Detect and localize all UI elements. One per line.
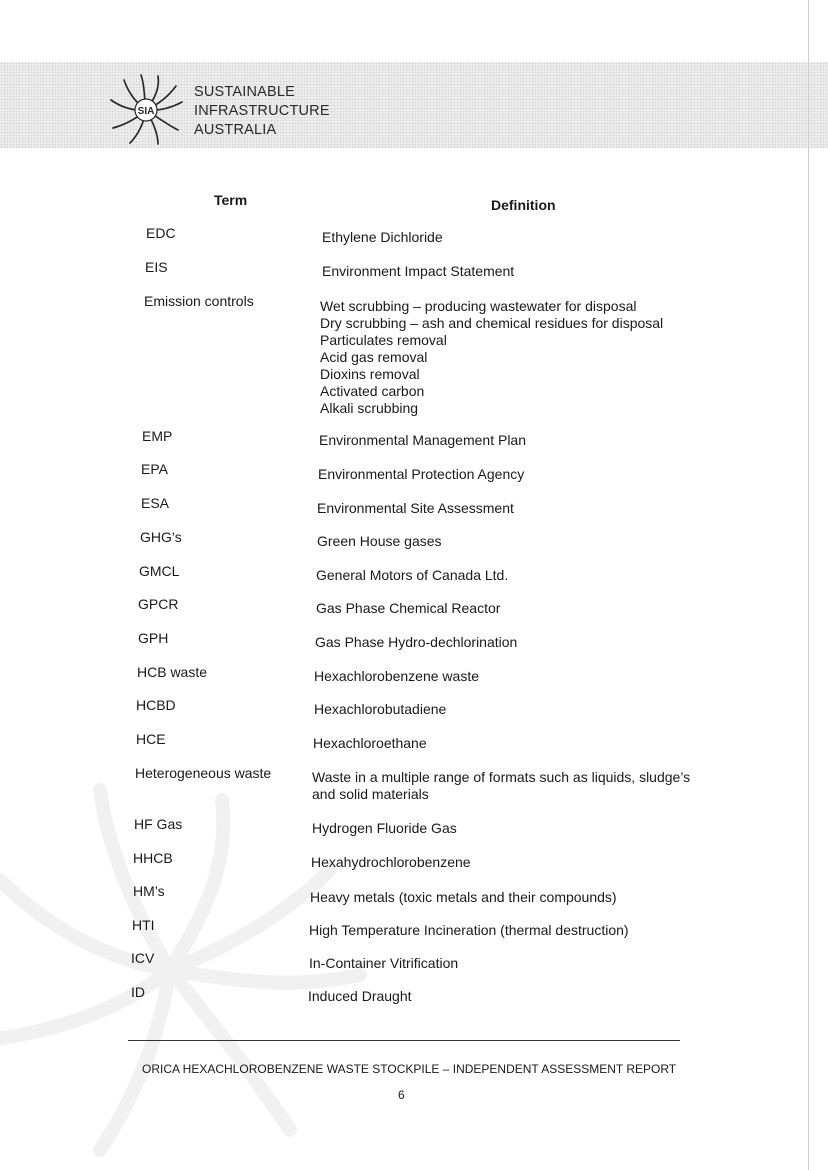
term-column-header: Term — [214, 192, 248, 208]
definition-cell: Induced Draught — [308, 988, 412, 1004]
definition-cell: General Motors of Canada Ltd. — [316, 567, 509, 583]
definition-cell: Gas Phase Chemical Reactor — [316, 600, 501, 616]
definition-cell: In-Container Vitrification — [309, 955, 459, 971]
definition-cell: Hydrogen Fluoride Gas — [312, 820, 457, 836]
term-cell: Emission controls — [144, 293, 254, 309]
definition-cell: Green House gases — [317, 533, 442, 549]
term-cell: EIS — [145, 259, 168, 275]
org-name-line: INFRASTRUCTURE — [194, 103, 330, 119]
logo-monogram: SIA — [137, 106, 155, 117]
term-cell: HCE — [136, 731, 166, 747]
definition-cell: Hexachlorobenzene waste — [314, 668, 479, 684]
term-cell: ICV — [131, 950, 155, 966]
term-cell: EMP — [142, 428, 173, 444]
definition-cell: Environmental Management Plan — [319, 432, 527, 448]
definition-cell: Ethylene Dichloride — [322, 229, 443, 245]
definition-cell: Hexachloroethane — [313, 735, 427, 751]
term-cell: HTI — [132, 917, 155, 933]
footer-divider — [128, 1040, 680, 1041]
term-cell: EPA — [141, 461, 168, 477]
definition-cell: Heavy metals (toxic metals and their compounds) — [310, 889, 617, 905]
definition-column-header: Definition — [491, 197, 556, 213]
org-name-line: AUSTRALIA — [194, 122, 277, 138]
term-cell: GMCL — [139, 563, 180, 579]
definition-cell: Hexachlorobutadiene — [314, 701, 447, 717]
term-cell: GHG’s — [140, 529, 182, 545]
term-cell: HCB waste — [137, 664, 208, 680]
page-number: 6 — [398, 1088, 405, 1102]
sia-logo-icon — [108, 72, 184, 148]
definition-cell: Environmental Protection Agency — [318, 466, 525, 482]
term-cell: ESA — [141, 495, 170, 511]
term-cell: GPH — [138, 630, 169, 646]
term-cell: Heterogeneous waste — [135, 765, 272, 781]
definition-cell: Waste in a multiple range of formats such as liquids, sludge’s and solid materials — [312, 769, 691, 802]
definition-cell: Environmental Site Assessment — [317, 500, 514, 516]
page-edge-line — [808, 0, 809, 1170]
footer-report-title: ORICA HEXACHLOROBENZENE WASTE STOCKPILE – INDEPENDENT ASSESSMENT REPORT — [142, 1062, 677, 1076]
definition-cell: Hexahydrochlorobenzene — [311, 854, 471, 870]
definition-cell: Gas Phase Hydro-dechlorination — [315, 634, 518, 650]
definition-cell: Environment Impact Statement — [322, 263, 515, 279]
term-cell: HM’s — [133, 883, 165, 899]
definition-cell: High Temperature Incineration (thermal destruction) — [309, 922, 629, 938]
term-cell: HCBD — [136, 697, 176, 713]
org-name-line: SUSTAINABLE — [194, 84, 296, 100]
definition-cell: Wet scrubbing – producing wastewater for disposal Dry scrubbing – ash and chemical residues for disposal Particulates removal Acid gas removal Dioxins removal Activated carbon Alkali scrubbing — [320, 298, 664, 416]
term-cell: HHCB — [133, 850, 173, 866]
term-cell: GPCR — [138, 596, 179, 612]
term-cell: ID — [131, 984, 145, 1000]
org-name — [194, 83, 330, 140]
term-cell: HF Gas — [134, 816, 183, 832]
term-cell: EDC — [146, 225, 176, 241]
